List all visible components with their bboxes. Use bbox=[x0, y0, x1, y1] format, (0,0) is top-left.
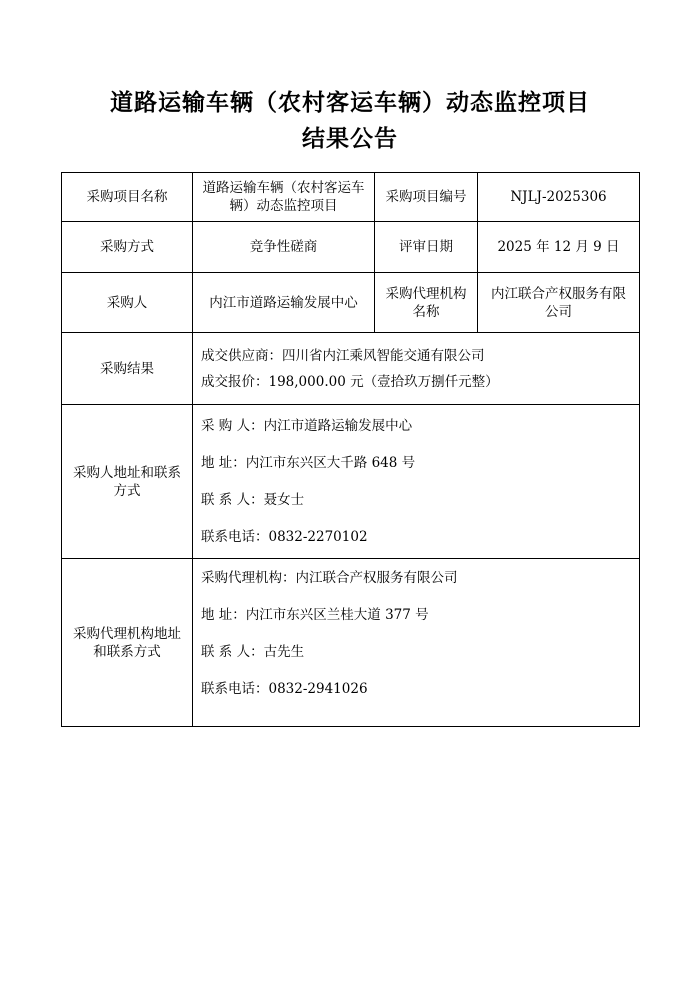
agency-name-label-line2: 名称 bbox=[412, 303, 440, 320]
agency-name-line2: 公司 bbox=[545, 303, 572, 320]
purchaser-contact-value bbox=[193, 405, 640, 559]
purchaser-value: 内江市道路运输发展中心 bbox=[193, 273, 375, 333]
agency-contact-line: 联 系 人：古先生 bbox=[201, 644, 305, 660]
agency-name-value bbox=[478, 273, 640, 333]
result-table bbox=[61, 172, 640, 727]
agency-contact-line: 联系电话：0832-2941026 bbox=[201, 681, 368, 697]
document-title: 道路运输车辆（农村客运车辆）动态监控项目 bbox=[110, 89, 590, 116]
result-price: 成交报价：198,000.00 元（壹拾玖万捌仟元整） bbox=[201, 373, 499, 390]
project-name-label: 采购项目名称 bbox=[62, 173, 193, 222]
method-value: 竞争性磋商 bbox=[193, 222, 375, 273]
agency-name-label bbox=[375, 273, 478, 333]
method-label: 采购方式 bbox=[62, 222, 193, 273]
agency-contact-line: 地 址：内江市东兴区兰桂大道 377 号 bbox=[201, 607, 429, 623]
row-agency-contact bbox=[62, 559, 640, 727]
project-name-value bbox=[193, 173, 375, 222]
row-project bbox=[62, 173, 640, 222]
document-subtitle: 结果公告 bbox=[302, 125, 398, 152]
project-name-line1: 道路运输车辆（农村客运车 bbox=[202, 180, 365, 196]
project-no-label: 采购项目编号 bbox=[375, 173, 478, 222]
agency-contact-label-line2: 和联系方式 bbox=[93, 643, 161, 660]
review-date-label: 评审日期 bbox=[375, 222, 478, 273]
purchaser-contact-line: 联系电话：0832-2270102 bbox=[201, 529, 368, 545]
result-supplier: 成交供应商：四川省内江乘风智能交通有限公司 bbox=[201, 347, 485, 364]
purchaser-contact-line: 联 系 人：聂女士 bbox=[201, 492, 305, 508]
purchaser-contact-label bbox=[62, 405, 193, 559]
agency-contact-line: 采购代理机构：内江联合产权服务有限公司 bbox=[201, 570, 458, 586]
agency-contact-label bbox=[62, 559, 193, 727]
row-method bbox=[62, 222, 640, 273]
row-purchaser-contact bbox=[62, 405, 640, 559]
purchaser-contact-label-line2: 方式 bbox=[113, 482, 141, 499]
result-label: 采购结果 bbox=[62, 333, 193, 405]
project-no-value: NJLJ-2025306 bbox=[478, 173, 640, 222]
agency-contact-value bbox=[193, 559, 640, 727]
agency-name-line1: 内江联合产权服务有限 bbox=[491, 285, 626, 302]
review-date-value: 2025 年 12 月 9 日 bbox=[478, 222, 640, 273]
purchaser-contact-label-line1: 采购人地址和联系 bbox=[73, 464, 181, 481]
project-name-line2: 辆）动态监控项目 bbox=[229, 198, 338, 214]
agency-name-label-line1: 采购代理机构 bbox=[385, 285, 467, 302]
result-value bbox=[193, 333, 640, 405]
purchaser-contact-line: 采 购 人：内江市道路运输发展中心 bbox=[201, 418, 413, 434]
row-result bbox=[62, 333, 640, 405]
purchaser-contact-line: 地 址：内江市东兴区大千路 648 号 bbox=[201, 455, 416, 471]
row-purchaser bbox=[62, 273, 640, 333]
purchaser-label: 采购人 bbox=[62, 273, 193, 333]
agency-contact-label-line1: 采购代理机构地址 bbox=[73, 625, 181, 642]
